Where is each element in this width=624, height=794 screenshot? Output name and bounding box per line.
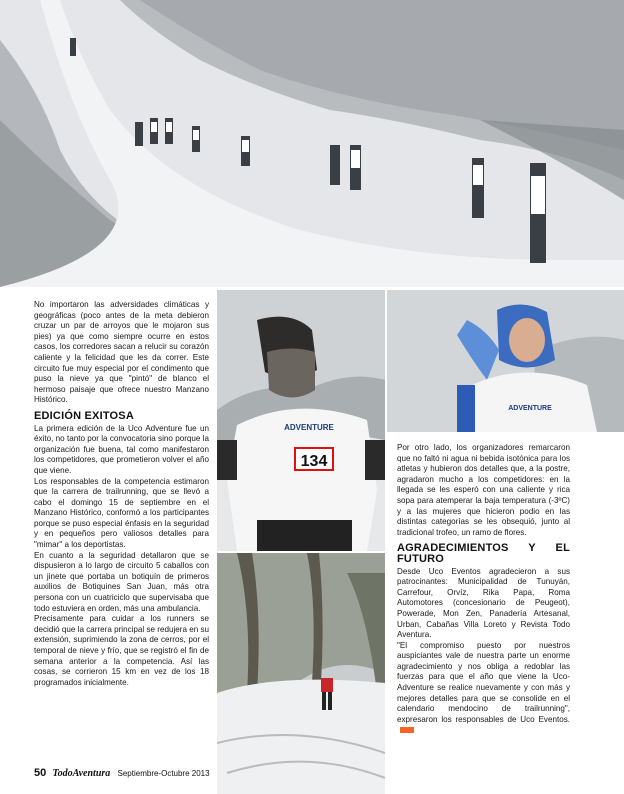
left-text-column [34,300,209,688]
issue-date: Septiembre-Octubre 2013 [117,769,210,778]
paragraph-patrocinantes: Desde Uco Eventos agradecieron a sus patrocinantes: Municipalidad de Tunuyán, Carrefour, Orvíz, Rika Papa, Roma Automotores (concesionario de Peugeot), Powerade, Mon Zen, Panadería Artesanal, Urban, Cabañas Villa Loreto y Revista Todo Aventura. [397,566,570,640]
magazine-name: TodoAventura [52,768,111,779]
runner-shirt-text: ADVENTURE [284,423,334,432]
photo-runners-snowy-trail [0,0,624,287]
photo-runner-bib-134 [217,290,385,551]
quote-text: "El compromiso puesto por nuestros auspiciantes vale de nuestra parte un enorme agradecimiento y nos obliga a redoblar las fuerzas para que el año que viene la Uco-Adventure se realice nuevamente y con más y mejores detalles para que se consolide en el calendario mendocino de trailrunning", expresaron los responsables de Uco Eventos. [397,640,570,724]
right-text-column [397,443,570,736]
paragraph-responsables: Los responsables de la competencia estimaron que la carrera de trailrunning, que se llevó a cabo el domingo 15 de septiembre en el Manzano Histórico, conformó a los participantes porque se puso especial énfasis en la seguridad y en pequeños pero valiosos detalles para "mimar" a los deportistas. [34,476,209,550]
paragraph-exito: La primera edición de la Uco Adventure fue un éxito, no tanto por la convocatoria sino porque la organización fue buena, tal como manifestaron los competidores, que prometieron volver el año que viene. [34,423,209,475]
photo-woman-runner [387,290,624,432]
end-of-article-mark [400,727,414,733]
page-number: 50 [34,767,47,779]
paragraph-compromiso [397,641,570,736]
intro-paragraph: No importaron las adversidades climáticas y geográficas (poco antes de la meta debieron cruzar un par de arroyos que le mojaron sus pies) ya que como siempre ocurre en estos casos, los corredores sacan a relucir su corazón caliente y la felicidad que les da correr. Este circuito fue muy especial por el condimento que puso la nieve ya que "pintó" de blanco el hermoso paisaje que ofrece nuestro Manzano Histórico. [34,300,209,405]
photo-runner-snowy-forest [217,553,385,794]
paragraph-seguridad: En cuanto a la seguridad detallaron que se dispusieron a lo largo de circuito 5 caballos con un jinete que portaba un botiquín de primeros auxilios de Botiquines San Juan, más otra persona con un cuatriciclo que supervisaba que todo estuviera en orden, más una ambulancia. [34,550,209,613]
woman-shirt-text: ADVENTURE [508,405,552,412]
bib-number: 134 [300,453,328,470]
paragraph-runners: Precisamente para cuidar a los runners se decidió que la carrera principal se redujera en su extensión, suprimiendo la zona de cerros, por el temporal de nieve y frío, que se registró el fin de semana anterior a la competencia. Así las cosas, se corrieron 15 km en vez de los 18 programados inicialmente. [34,614,210,687]
page-footer [34,767,210,779]
heading-edicion-exitosa: EDICIÓN EXITOSA [34,409,134,422]
paragraph-organizadores: Por otro lado, los organizadores remarcaron que no faltó ni agua ni bebida isotónica para los atletas y hubieron dos detalles que, a la postre, agradaron mucho a los competidores: en la llegada se les esperó con una caliente y rica sopa para atemperar la baja temperatura (-3ºC) y a las mujeres que hicieron podio en las distintas categorías se les obsequió, junto al tradicional trofeo, un ramo de flores. [397,443,570,537]
heading-agradecimientos: AGRADECIMIENTOS Y EL FUTURO [397,542,570,565]
